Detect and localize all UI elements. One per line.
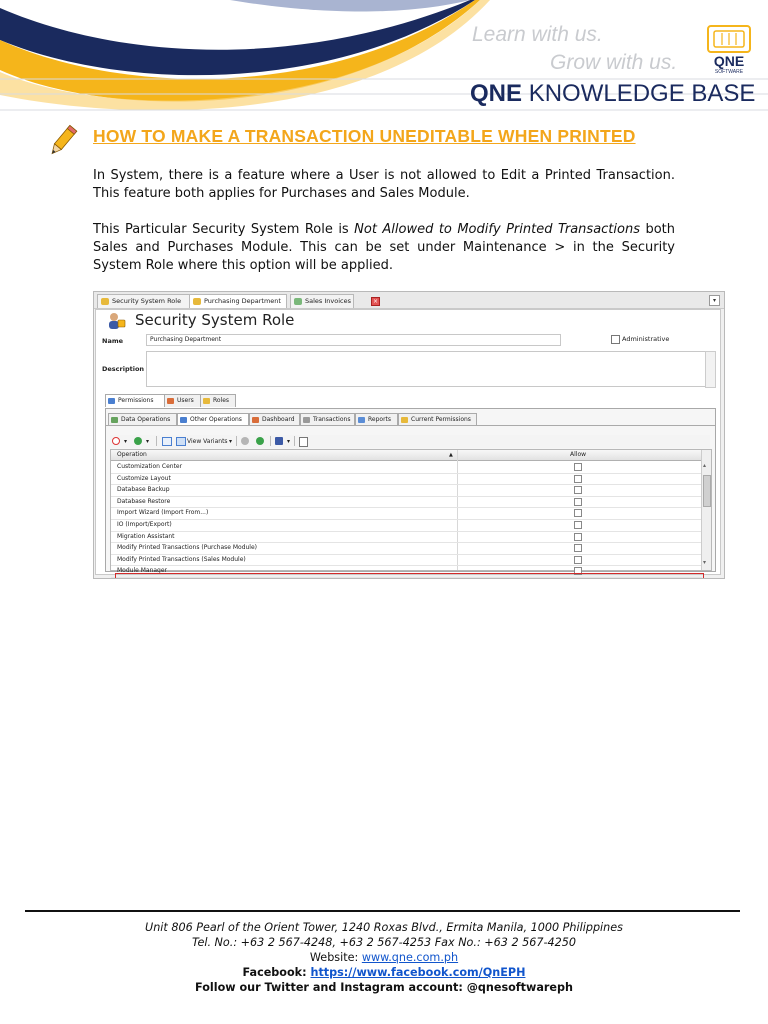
role-icon: [101, 298, 109, 305]
operation-cell: Module Manager: [117, 567, 168, 575]
facebook-link[interactable]: https://www.facebook.com/QnEPH: [310, 966, 526, 979]
qne-logo-mark: [702, 24, 758, 74]
roles-icon: [203, 398, 210, 404]
dropdown-arrow-icon[interactable]: ▾: [146, 438, 150, 445]
tab-divider: [106, 425, 715, 426]
administrative-label: Administrative: [622, 335, 670, 343]
operation-cell: Database Backup: [117, 486, 170, 494]
add-icon[interactable]: [134, 437, 142, 445]
footer-facebook: [0, 965, 768, 980]
kb-title-rest: KNOWLEDGE BASE: [528, 80, 756, 107]
navy-swoosh: [0, 0, 475, 75]
refresh-icon[interactable]: [256, 437, 264, 445]
app-screenshot: [93, 291, 725, 579]
transactions-icon: [303, 417, 310, 423]
qne-logo: [702, 24, 758, 74]
role-paragraph: [93, 221, 675, 275]
doc-tab-security-system-role[interactable]: [97, 294, 191, 308]
name-label: Name: [102, 337, 124, 345]
blue-grey-swoosh: [230, 0, 470, 12]
slogan-line-1: Learn with us.: [472, 23, 603, 46]
kb-title-bold: QNE: [470, 80, 523, 107]
logo-subtext: SOFTWARE: [714, 69, 744, 74]
role-paragraph-emphasis: Not Allowed to Modify Printed Transactions: [354, 222, 640, 237]
tab-label: Dashboard: [262, 416, 295, 423]
operation-cell: Modify Printed Transactions (Purchase Module): [117, 544, 258, 552]
operation-cell: Migration Assistant: [117, 532, 175, 540]
footer-website: [0, 950, 768, 965]
column-header-operation[interactable]: Operation: [117, 451, 147, 458]
allow-checkbox[interactable]: [574, 498, 582, 506]
dashboard-icon: [252, 417, 259, 423]
tab-label: Users: [177, 397, 194, 404]
name-field[interactable]: Purchasing Department: [146, 334, 561, 346]
save-icon[interactable]: [275, 437, 283, 445]
dropdown-arrow-icon[interactable]: ▾: [229, 438, 233, 445]
tab-menu-dropdown-icon[interactable]: ▾: [709, 295, 720, 306]
export-icon[interactable]: [299, 437, 308, 447]
allow-checkbox[interactable]: [574, 556, 582, 564]
allow-checkbox[interactable]: [574, 509, 582, 517]
operation-cell: Customize Layout: [117, 474, 171, 482]
footer-social: Follow our Twitter and Instagram account: @qnesoftwareph: [195, 981, 573, 994]
allow-checkbox[interactable]: [574, 486, 582, 494]
tab-label: Data Operations: [121, 416, 171, 423]
operations-grid: [110, 449, 712, 575]
footer-address: Unit 806 Pearl of the Orient Tower, 1240 Roxas Blvd., Ermita Manila, 1000 Philippines: [145, 921, 623, 934]
page-header: [0, 0, 768, 112]
operation-cell: Import Wizard (Import From...): [117, 509, 209, 517]
grid-header: [111, 450, 702, 461]
tab-label: Transactions: [313, 416, 351, 423]
toolbar-separator: [236, 436, 237, 446]
doc-tab-label: Security System Role: [112, 297, 182, 305]
intro-paragraph: In System, there is a feature where a User is not allowed to Edit a Printed Transaction. This feature both applies for Purchases and Sales Module.: [93, 168, 675, 201]
doc-tab-sales-invoices[interactable]: [290, 294, 354, 308]
document-tab-strip: [94, 292, 724, 309]
operation-cell: Customization Center: [117, 463, 183, 470]
facebook-label: Facebook:: [242, 966, 311, 979]
footer-divider: [25, 910, 740, 912]
tab-label: Roles: [213, 397, 230, 404]
tab-roles[interactable]: [200, 394, 236, 407]
grid-scrollbar[interactable]: [701, 450, 711, 570]
dropdown-arrow-icon[interactable]: ▾: [124, 438, 128, 445]
allow-checkbox[interactable]: [574, 475, 582, 483]
permissions-panel: [105, 408, 716, 575]
doc-tab-label: Sales Invoices: [305, 297, 351, 305]
description-field[interactable]: [146, 351, 706, 387]
invoice-icon: [294, 298, 302, 305]
website-link[interactable]: www.qne.com.ph: [361, 951, 459, 964]
toolbar-separator: [270, 436, 271, 446]
website-label: Website:: [309, 951, 362, 964]
description-scrollbar[interactable]: [705, 351, 716, 388]
toolbar-separator: [294, 436, 295, 446]
reports-icon: [358, 417, 365, 423]
operation-cell: Modify Printed Transactions (Sales Module): [117, 555, 246, 563]
scroll-up-icon[interactable]: ▴: [703, 462, 707, 469]
role-form: [95, 309, 721, 575]
doc-tab-label: Purchasing Department: [204, 297, 281, 305]
tab-label: Permissions: [118, 397, 154, 404]
users-icon: [167, 398, 174, 404]
dropdown-arrow-icon[interactable]: ▾: [287, 438, 291, 445]
highlight-box: [115, 573, 704, 579]
description-label: Description: [102, 365, 145, 373]
toolbar-separator: [156, 436, 157, 446]
security-role-icon: [106, 311, 126, 331]
form-title: Security System Role: [135, 311, 295, 329]
operation-cell: Database Restore: [117, 497, 171, 505]
role-icon: [193, 298, 201, 305]
role-paragraph-start: This Particular Security System Role is: [93, 222, 355, 237]
scroll-down-icon[interactable]: ▾: [703, 559, 707, 566]
administrative-checkbox[interactable]: [611, 335, 620, 344]
data-operations-icon: [111, 417, 118, 423]
close-tab-icon[interactable]: ×: [372, 298, 379, 305]
cancel-icon[interactable]: [112, 437, 120, 445]
scroll-thumb[interactable]: [703, 475, 711, 507]
article-title: HOW TO MAKE A TRANSACTION UNEDITABLE WHEN PRINTED: [93, 126, 636, 146]
pencil-icon: [44, 122, 80, 160]
new-window-icon[interactable]: [162, 437, 172, 446]
tab-label: Reports: [368, 416, 392, 423]
tab-label: Other Operations: [190, 416, 242, 423]
grid-toolbar: [110, 435, 710, 448]
view-variants-button[interactable]: View Variants: [187, 438, 228, 445]
allow-checkbox[interactable]: [574, 544, 582, 552]
allow-checkbox[interactable]: [574, 521, 582, 529]
permissions-icon: [108, 398, 115, 404]
allow-checkbox[interactable]: [574, 533, 582, 541]
knowledge-base-title: [470, 80, 755, 108]
view-variants-icon[interactable]: [176, 437, 186, 446]
slogan-line-2: Grow with us.: [550, 51, 678, 74]
tab-label: Current Permissions: [411, 416, 471, 423]
tab-users[interactable]: [164, 394, 202, 407]
current-permissions-icon: [401, 417, 408, 423]
logo-text: QNE: [713, 53, 745, 69]
operation-cell: IO (Import/Export): [117, 521, 172, 528]
allow-checkbox[interactable]: [574, 463, 582, 471]
stop-icon[interactable]: [241, 437, 249, 445]
other-operations-icon: [180, 417, 187, 423]
column-header-allow[interactable]: Allow: [570, 451, 587, 458]
tab-permissions[interactable]: [105, 394, 168, 407]
sort-ascending-icon[interactable]: ▲: [449, 452, 453, 458]
footer-phones: Tel. No.: +63 2 567-4248, +63 2 567-4253 Fax No.: +63 2 567-4250: [192, 936, 576, 949]
role-paragraph-end: both Sales and Purchases Module. This can be set under Maintenance > in the Security System Role where this option will be applied.: [93, 222, 675, 273]
